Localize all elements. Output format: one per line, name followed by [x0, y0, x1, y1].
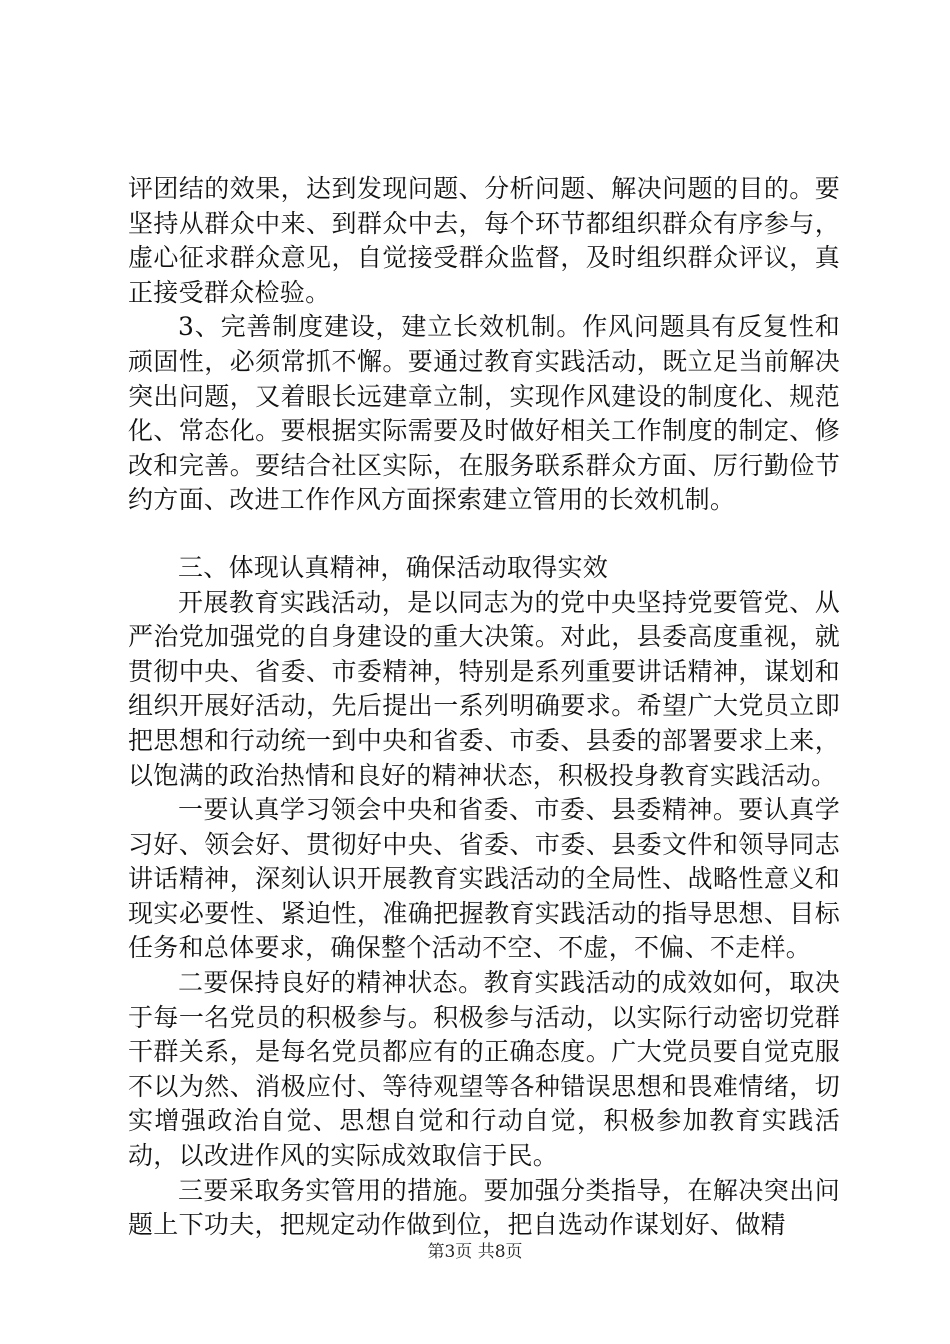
paragraph-study-spirit: 一要认真学习领会中央和省委、市委、县委精神。要认真学习好、领会好、贯彻好中央、省委、市委、县委文件和领导同志讲话精神，深刻认识开展教育实践活动的全局性、战略性意义和现实必要性、紧迫性，准确把握教育实践活动的指导思想、目标任务和总体要求，确保整个活动不空、不虚，不偏、不走样。 — [128, 795, 840, 963]
document-body — [128, 172, 840, 1243]
section-heading: 三、体现认真精神，确保活动取得实效 — [178, 552, 609, 582]
paragraph-institution-building: 3、完善制度建设，建立长效机制。作风问题具有反复性和顽固性，必须常抓不懈。要通过教育实践活动，既立足当前解决突出问题，又着眼长远建章立制，实现作风建设的制度化、规范化、常态化。要根据实际需要及时做好相关工作制度的制定、修改和完善。要结合社区实际，在服务联系群众方面、厉行勤俭节约方面、改进工作作风方面探索建立管用的长效机制。 — [128, 312, 840, 515]
page-number-footer: 第3页 共8页 — [427, 1242, 523, 1262]
paragraph-mental-state: 二要保持良好的精神状态。教育实践活动的成效如何，取决于每一名党员的积极参与。积极参与活动，以实际行动密切党群干群关系，是每名党员都应有的正确态度。广大党员要自觉克服不以为然、消极应付、等待观望等各种错误思想和畏难情绪，切实增强政治自觉、思想自觉和行动自觉，积极参加教育实践活动，以改进作风的实际成效取信于民。 — [128, 968, 840, 1171]
paragraph-activity-overview: 开展教育实践活动，是以同志为的党中央坚持党要管党、从严治党加强党的自身建设的重大决策。对此，县委高度重视，就贯彻中央、省委、市委精神，特别是系列重要讲话精神，谋划和组织开展好活动，先后提出一系列明确要求。希望广大党员立即把思想和行动统一到中央和省委、市委、县委的部署要求上来，以饱满的政治热情和良好的精神状态，积极投身教育实践活动。 — [128, 587, 840, 790]
paragraph-continuation: 评团结的效果，达到发现问题、分析问题、解决问题的目的。要坚持从群众中来、到群众中去，每个环节都组织群众有序参与，虚心征求群众意见，自觉接受群众监督，及时组织群众评议，真正接受群众检验。 — [128, 174, 840, 307]
paragraph-practical-measures: 三要采取务实管用的措施。要加强分类指导，在解决突出问题上下功夫，把规定动作做到位，把自选动作谋划好、做精 — [128, 1175, 840, 1240]
